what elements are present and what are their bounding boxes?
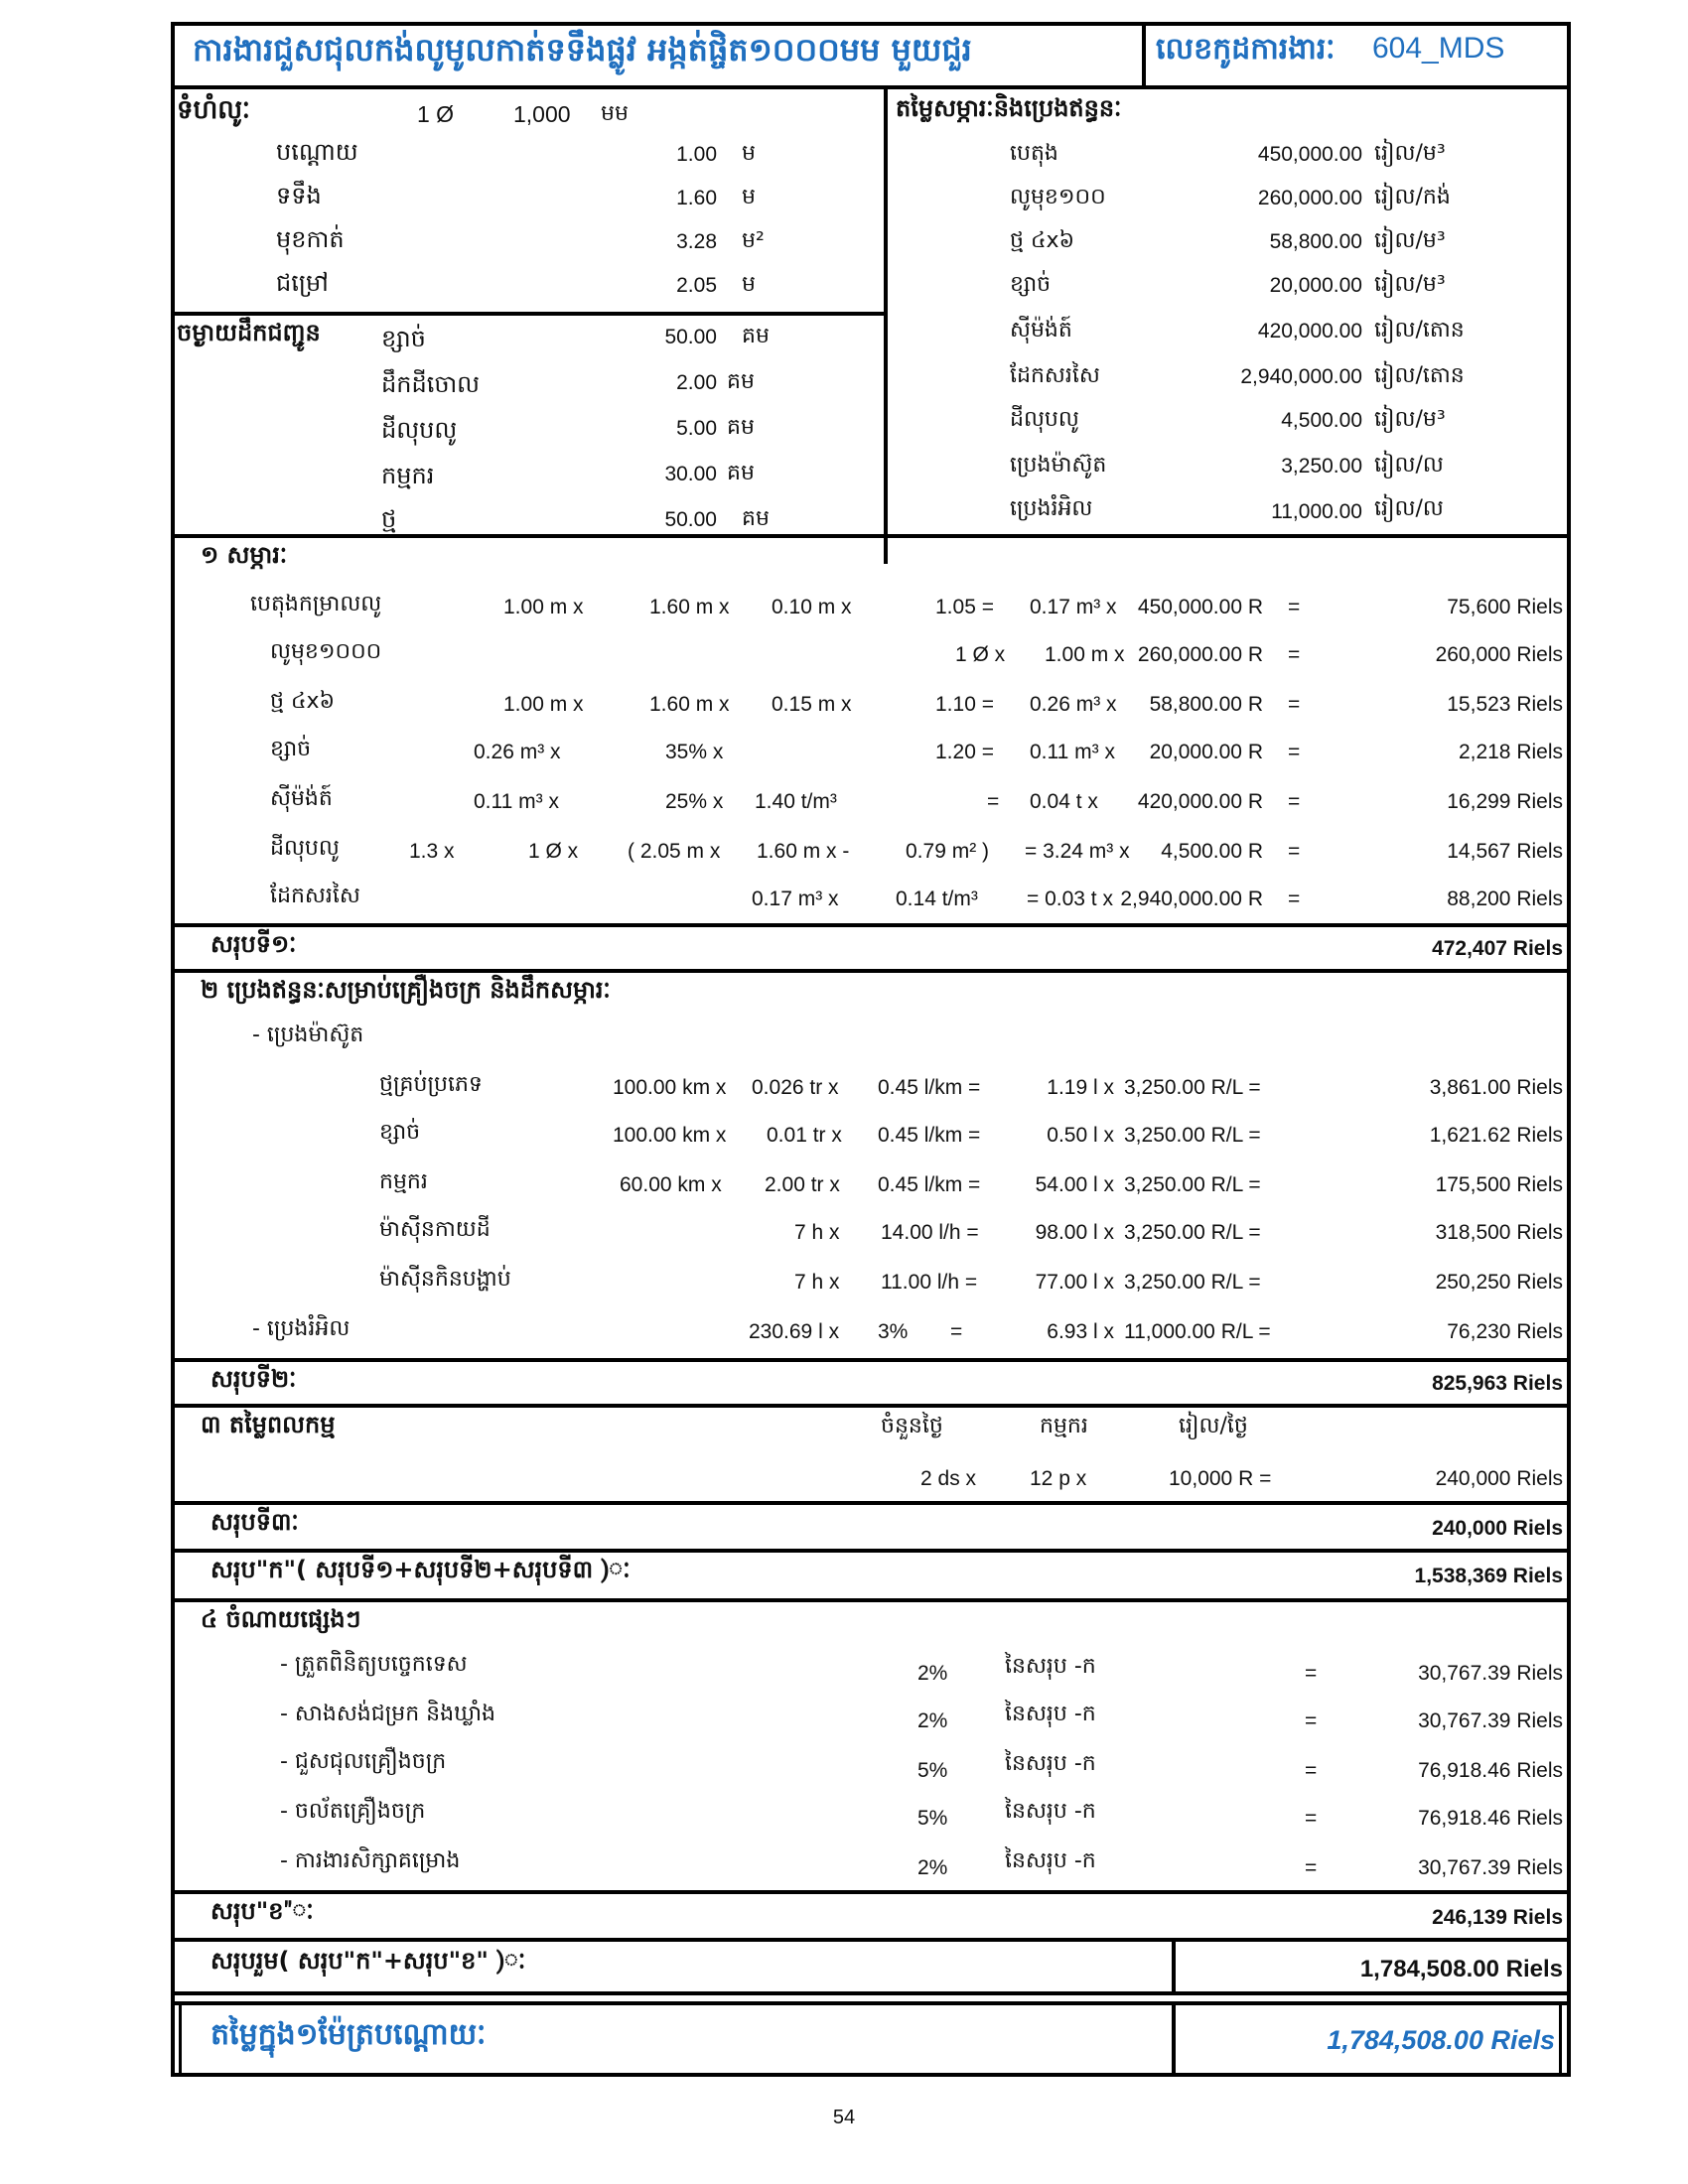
price-label: លូមុខ១០០ — [1010, 185, 1106, 209]
s1-row-label: ខ្សាច់ — [270, 737, 312, 761]
section-rule — [171, 923, 1571, 927]
price-value: 4,500.00 — [1281, 409, 1362, 432]
size-row-label: ទទឹង — [276, 182, 322, 209]
size-row-label: បណ្ដោយ — [276, 138, 358, 166]
section4-title: ៤ ចំណាយផ្សេងៗ — [201, 1605, 361, 1633]
s1-cell: 1 Ø x — [528, 840, 579, 863]
s4-row-of: នៃសរុប -ក — [1005, 1702, 1096, 1726]
distance-label: ចម្ងាយដឹកជញ្ជូន — [177, 319, 321, 346]
s2-cell: 3,250.00 R/L = — [1124, 1124, 1261, 1147]
section-rule — [171, 1938, 1571, 1942]
s1-cell: ( 2.05 m x — [628, 840, 721, 863]
price-label: ដីលុបលូ — [1010, 407, 1079, 432]
s3-total-label: សរុបទី៣ៈ — [211, 1508, 299, 1536]
s2-row-amount: 76,230 Riels — [1447, 1320, 1563, 1343]
price-value: 2,940,000.00 — [1240, 365, 1362, 388]
s1-cell: 0.17 m³ x — [1030, 596, 1117, 618]
border-bottom — [171, 2073, 1571, 2077]
sum-a-value: 1,538,369 Riels — [1414, 1565, 1563, 1587]
price-unit: រៀល/ល — [1374, 496, 1444, 521]
s4-row-pct: 2% — [917, 1856, 948, 1879]
section-rule — [171, 1358, 1571, 1362]
s3-total: 240,000 Riels — [1432, 1517, 1563, 1540]
s2-cell: 100.00 km x — [613, 1076, 727, 1099]
size-spec-2: 1,000 — [513, 101, 571, 127]
distance-row-unit: គម — [742, 506, 770, 531]
per-meter-label: តម្លៃក្នុង១ម៉ែត្របណ្ដោយៈ — [211, 2017, 487, 2052]
s2-row-amount: 318,500 Riels — [1435, 1221, 1563, 1244]
s2-cell: 3,250.00 R/L = — [1124, 1076, 1261, 1099]
page-number: 54 — [832, 2107, 856, 2128]
s3-workers: 12 p x — [1030, 1467, 1087, 1490]
s1-row-amount: 14,567 Riels — [1447, 840, 1563, 863]
section-rule-double — [171, 2001, 1571, 2005]
s4-row-label: - សាងសង់ជម្រក និងឃ្លាំង — [280, 1702, 496, 1726]
s1-cell: 0.14 t/m³ — [896, 887, 978, 910]
s1-cell: = — [1288, 840, 1301, 863]
section-rule — [171, 969, 1571, 973]
size-row-unit: ម — [742, 272, 756, 297]
s2-cell: 0.01 tr x — [767, 1124, 842, 1147]
distance-row-value: 2.00 — [676, 371, 717, 394]
s4-row-amount: 30,767.39 Riels — [1418, 1709, 1563, 1732]
section3-title: ៣ តម្លៃពលកម្ម — [201, 1411, 336, 1438]
section-rule — [171, 1404, 1571, 1408]
price-label: ខ្សាច់ — [1010, 272, 1052, 297]
distance-row-value: 5.00 — [676, 417, 717, 440]
s4-row-eq: = — [1305, 1709, 1318, 1732]
size-row-value: 2.05 — [676, 274, 717, 297]
s1-cell: 1.10 = — [935, 693, 994, 716]
s2-cell: 0.026 tr x — [752, 1076, 839, 1099]
s1-cell: = — [1288, 790, 1301, 813]
s2-cell: = — [950, 1320, 963, 1343]
s4-row-of: នៃសរុប -ក — [1005, 1751, 1096, 1776]
s4-row-pct: 5% — [917, 1759, 948, 1782]
s4-row-eq: = — [1305, 1807, 1318, 1830]
s1-cell: 1 Ø x — [955, 643, 1006, 666]
s1-row-label: ស៊ីម៉ង់ត៍ — [270, 786, 333, 811]
price-value: 260,000.00 — [1257, 187, 1362, 209]
s4-row-pct: 2% — [917, 1662, 948, 1685]
prices-label: តម្លៃសម្ភារៈនិងប្រេងឥន្ធនៈ — [896, 94, 1122, 122]
s1-row-label: ដែកសរសៃ — [270, 884, 360, 908]
size-row-unit: ម — [742, 185, 756, 209]
price-unit: រៀល/ល — [1374, 453, 1444, 478]
s2-cell: 14.00 l/h = — [881, 1221, 979, 1244]
s3-rate: 10,000 R = — [1169, 1467, 1272, 1490]
price-value: 420,000.00 — [1257, 320, 1362, 342]
distance-row-label: ខ្សាច់ — [381, 325, 426, 352]
section1-title: ១ សម្ភារៈ — [201, 541, 288, 569]
grand-total-value: 1,784,508.00 Riels — [1359, 1956, 1563, 1982]
size-row-value: 3.28 — [676, 230, 717, 253]
s1-cell: 2,940,000.00 R — [1120, 887, 1263, 910]
price-value: 450,000.00 — [1257, 143, 1362, 166]
s2-cell: 7 h x — [794, 1221, 840, 1244]
distance-row-unit: គម — [727, 415, 755, 440]
s4-row-eq: = — [1305, 1759, 1318, 1782]
s4-row-label: - ត្រួតពិនិត្យបច្ចេកទេស — [280, 1652, 468, 1677]
s1-cell: 0.17 m³ x — [752, 887, 839, 910]
price-label: បេតុង — [1010, 141, 1058, 166]
s2-cell: 54.00 l x — [1035, 1173, 1114, 1196]
s1-cell: 0.04 t x — [1030, 790, 1098, 813]
price-unit: រៀល/កង់ — [1374, 185, 1451, 209]
s4-row-label: - ជួសជុលគ្រឿងចក្រ — [280, 1749, 447, 1774]
per-meter-value: 1,784,508.00 Riels — [1327, 2025, 1555, 2055]
section-rule — [171, 1890, 1571, 1894]
s1-cell: = — [1288, 693, 1301, 716]
s1-cell: 0.79 m² ) — [906, 840, 990, 863]
s1-row-amount: 15,523 Riels — [1447, 693, 1563, 716]
top-mid-divider — [884, 87, 888, 564]
grand-total-label: សរុបរួម( សរុប"ក"+សរុប"ខ" )ៈ — [211, 1947, 526, 1975]
s2-cell: 3% — [878, 1320, 909, 1343]
price-unit: រៀល/តោន — [1374, 318, 1465, 342]
s2-row-amount: 175,500 Riels — [1435, 1173, 1563, 1196]
size-label: ទំហំលូៈ — [177, 95, 250, 125]
size-rule — [171, 312, 886, 316]
s1-cell: 1.05 = — [935, 596, 994, 618]
distance-row-unit: គម — [727, 369, 755, 394]
s1-cell: 0.26 m³ x — [1030, 693, 1117, 716]
s2-total-label: សរុបទី២ៈ — [211, 1365, 297, 1393]
size-spec-unit: មម — [601, 101, 629, 126]
s1-cell: 35% x — [665, 741, 724, 763]
s1-cell: = — [1288, 643, 1301, 666]
s1-cell: = — [987, 790, 1000, 813]
s1-cell: 0.10 m x — [772, 596, 852, 618]
distance-row-label: កម្មករ — [381, 462, 435, 489]
distance-row-label: ថ្ម — [381, 505, 397, 533]
price-value: 3,250.00 — [1281, 455, 1362, 478]
s1-cell: 1.60 m x - — [757, 840, 850, 863]
distance-row-unit: គម — [727, 461, 755, 485]
distance-row-value: 50.00 — [664, 508, 717, 531]
s1-cell: = — [1288, 596, 1301, 618]
section2-title: ២ ប្រេងឥន្ធនៈសម្រាប់គ្រឿងចក្រ និងដឹកសម្ភារៈ — [201, 976, 611, 1004]
page-title: ការងារជួសជុលកង់លូមូលកាត់ទទឹងផ្លូវ អង្កត់ផ្ចិត១០០០មម មួយជួរ — [193, 31, 972, 68]
s2-cell: 2.00 tr x — [765, 1173, 840, 1196]
sum-b-label: សរុប"ខ"ៈ — [211, 1897, 314, 1925]
s3-days-header: ចំនួនថ្ងៃ — [881, 1414, 943, 1438]
s1-cell: 58,800.00 R — [1149, 693, 1263, 716]
s4-row-amount: 76,918.46 Riels — [1418, 1759, 1563, 1782]
price-value: 20,000.00 — [1269, 274, 1362, 297]
s2-row-label: ម៉ាស៊ីនកិនបង្ហាប់ — [379, 1267, 511, 1292]
s2-cell: 230.69 l x — [749, 1320, 840, 1343]
size-row-value: 1.60 — [676, 187, 717, 209]
price-label: ប្រេងម៉ាស៊ូត — [1010, 453, 1107, 478]
s2-row-label: ថ្មគ្រប់ប្រភេទ — [379, 1072, 483, 1097]
section-rule — [171, 1501, 1571, 1505]
distance-row-unit: គម — [742, 324, 770, 348]
s4-row-amount: 30,767.39 Riels — [1418, 1662, 1563, 1685]
s2-cell: 77.00 l x — [1035, 1271, 1114, 1294]
s1-cell: = — [1288, 741, 1301, 763]
price-unit: រៀល/តោន — [1374, 363, 1465, 388]
s4-row-amount: 76,918.46 Riels — [1418, 1807, 1563, 1830]
distance-row-label: ដីលុបលូ — [381, 416, 458, 444]
size-spec-1: 1 Ø — [417, 101, 455, 127]
s1-row-label: បេតុងកម្រាលលូ — [250, 592, 382, 616]
s1-cell: 420,000.00 R — [1137, 790, 1263, 813]
s1-cell: 0.11 m³ x — [1030, 741, 1115, 763]
s2-cell: 0.45 l/km = — [878, 1124, 981, 1147]
s4-row-eq: = — [1305, 1662, 1318, 1685]
grand-total-divider — [1172, 1940, 1176, 1993]
s1-cell: 450,000.00 R — [1137, 596, 1263, 618]
diesel-label: - ប្រេងម៉ាស៊ូត — [252, 1023, 364, 1047]
s1-row-amount: 75,600 Riels — [1447, 596, 1563, 618]
price-unit: រៀល/ម³ — [1374, 272, 1446, 297]
s2-cell: 3,250.00 R/L = — [1124, 1271, 1261, 1294]
s4-row-eq: = — [1305, 1856, 1318, 1879]
sum-a-label: សរុប"ក"( សរុបទី១+សរុបទី២+សរុបទី៣ )ៈ — [211, 1556, 631, 1583]
s1-row-amount: 260,000 Riels — [1435, 643, 1563, 666]
s4-row-pct: 2% — [917, 1709, 948, 1732]
s2-row-label: ខ្សាច់ — [379, 1120, 421, 1145]
s2-total: 825,963 Riels — [1432, 1372, 1563, 1395]
s2-row-label: កម្មករ — [379, 1169, 428, 1194]
s1-row-amount: 2,218 Riels — [1458, 741, 1563, 763]
distance-row-value: 30.00 — [664, 463, 717, 485]
size-row-label: មុខកាត់ — [276, 225, 345, 253]
s1-total-label: សរុបទី១ៈ — [211, 930, 297, 958]
header-divider — [1142, 22, 1146, 87]
s1-cell: 1.60 m x — [649, 693, 730, 716]
s2-cell: 0.50 l x — [1047, 1124, 1114, 1147]
s1-cell: 1.3 x — [409, 840, 455, 863]
s1-row-amount: 16,299 Riels — [1447, 790, 1563, 813]
section-rule — [171, 1991, 1571, 1995]
s4-row-amount: 30,767.39 Riels — [1418, 1856, 1563, 1879]
border-right — [1567, 22, 1571, 2077]
per-meter-inner-right — [1559, 2005, 1562, 2073]
per-meter-inner-left — [179, 2005, 182, 2073]
s4-row-label: - ចល័តគ្រឿងចក្រ — [280, 1799, 426, 1824]
border-top — [171, 22, 1571, 26]
s1-total: 472,407 Riels — [1432, 937, 1563, 960]
distance-row-label: ដឹកដីចោល — [381, 370, 481, 398]
s2-cell: 11.00 l/h = — [881, 1271, 978, 1294]
s2-cell: 100.00 km x — [613, 1124, 727, 1147]
s1-cell: 1.00 m x — [1045, 643, 1125, 666]
price-value: 11,000.00 — [1271, 500, 1362, 523]
s2-cell: 98.00 l x — [1035, 1221, 1114, 1244]
s2-row-amount: 250,250 Riels — [1435, 1271, 1563, 1294]
s1-cell: 1.20 = — [935, 741, 994, 763]
price-label: ប្រេងរំអិល — [1010, 496, 1093, 521]
s1-cell: = — [1288, 887, 1301, 910]
s1-cell: 0.26 m³ x — [474, 741, 561, 763]
oil-label: - ប្រេងរំអិល — [252, 1316, 351, 1341]
s1-row-amount: 88,200 Riels — [1447, 887, 1563, 910]
s1-cell: 0.11 m³ x — [474, 790, 559, 813]
s2-row-amount: 3,861.00 Riels — [1429, 1076, 1563, 1099]
s2-row-amount: 1,621.62 Riels — [1429, 1124, 1563, 1147]
s1-cell: 1.00 m x — [503, 693, 584, 716]
s2-cell: 3,250.00 R/L = — [1124, 1173, 1261, 1196]
s2-cell: 0.45 l/km = — [878, 1173, 981, 1196]
s4-row-of: នៃសរុប -ក — [1005, 1654, 1096, 1679]
price-label: ស៊ីម៉ង់ត៍ — [1010, 318, 1072, 342]
sum-b-value: 246,139 Riels — [1432, 1906, 1563, 1929]
s3-rate-header: រៀល/ថ្ងៃ — [1179, 1414, 1248, 1438]
s1-cell: 4,500.00 R — [1161, 840, 1263, 863]
s3-days: 2 ds x — [920, 1467, 977, 1490]
s1-cell: 1.40 t/m³ — [755, 790, 837, 813]
job-code-value: 604_MDS — [1372, 32, 1505, 65]
border-left — [171, 22, 175, 2077]
price-unit: រៀល/ម³ — [1374, 407, 1446, 432]
section-rule — [171, 1598, 1571, 1602]
header-rule — [171, 85, 1571, 89]
s2-row-label: ម៉ាស៊ីនកាយដី — [379, 1217, 491, 1242]
s4-row-of: នៃសរុប -ក — [1005, 1848, 1096, 1873]
price-label: ថ្ម ៤x៦ — [1010, 228, 1075, 253]
s1-row-label: លូមុខ១០០០ — [270, 639, 382, 664]
s2-cell: 1.19 l x — [1047, 1076, 1114, 1099]
size-row-unit: ម — [742, 141, 756, 166]
per-meter-divider — [1172, 2005, 1176, 2073]
s1-cell: 25% x — [665, 790, 724, 813]
price-unit: រៀល/ម³ — [1374, 141, 1446, 166]
price-value: 58,800.00 — [1269, 230, 1362, 253]
section-rule — [171, 534, 1571, 538]
s1-row-label: ដីលុបលូ — [270, 836, 340, 861]
price-unit: រៀល/ម³ — [1374, 228, 1446, 253]
s1-cell: 20,000.00 R — [1149, 741, 1263, 763]
s1-row-label: ថ្ម ៤x៦ — [270, 689, 336, 714]
s4-row-pct: 5% — [917, 1807, 948, 1830]
s1-cell: = 0.03 t x — [1027, 887, 1113, 910]
size-row-unit: ម² — [742, 228, 765, 253]
s2-cell: 7 h x — [794, 1271, 840, 1294]
section-rule — [171, 1549, 1571, 1553]
s1-cell: 260,000.00 R — [1137, 643, 1263, 666]
s2-cell: 60.00 km x — [620, 1173, 722, 1196]
s1-cell: 1.00 m x — [503, 596, 584, 618]
size-row-value: 1.00 — [676, 143, 717, 166]
s4-row-of: នៃសរុប -ក — [1005, 1799, 1096, 1824]
size-row-label: ជម្រៅ — [276, 269, 329, 297]
s2-cell: 3,250.00 R/L = — [1124, 1221, 1261, 1244]
s2-cell: 6.93 l x — [1047, 1320, 1114, 1343]
cost-sheet — [171, 22, 1571, 2081]
job-code-label: លេខកូដការងារៈ — [1156, 32, 1336, 67]
s1-cell: = 3.24 m³ x — [1025, 840, 1130, 863]
s3-row-amount: 240,000 Riels — [1435, 1467, 1563, 1490]
s3-workers-header: កម្មករ — [1040, 1414, 1088, 1438]
s1-cell: 1.60 m x — [649, 596, 730, 618]
s4-row-label: - ការងារសិក្សាគម្រោង — [280, 1848, 461, 1873]
s2-cell: 11,000.00 R/L = — [1124, 1320, 1271, 1343]
s1-cell: 0.15 m x — [772, 693, 852, 716]
price-label: ដែកសរសៃ — [1010, 363, 1100, 388]
distance-row-value: 50.00 — [664, 326, 717, 348]
s2-cell: 0.45 l/km = — [878, 1076, 981, 1099]
